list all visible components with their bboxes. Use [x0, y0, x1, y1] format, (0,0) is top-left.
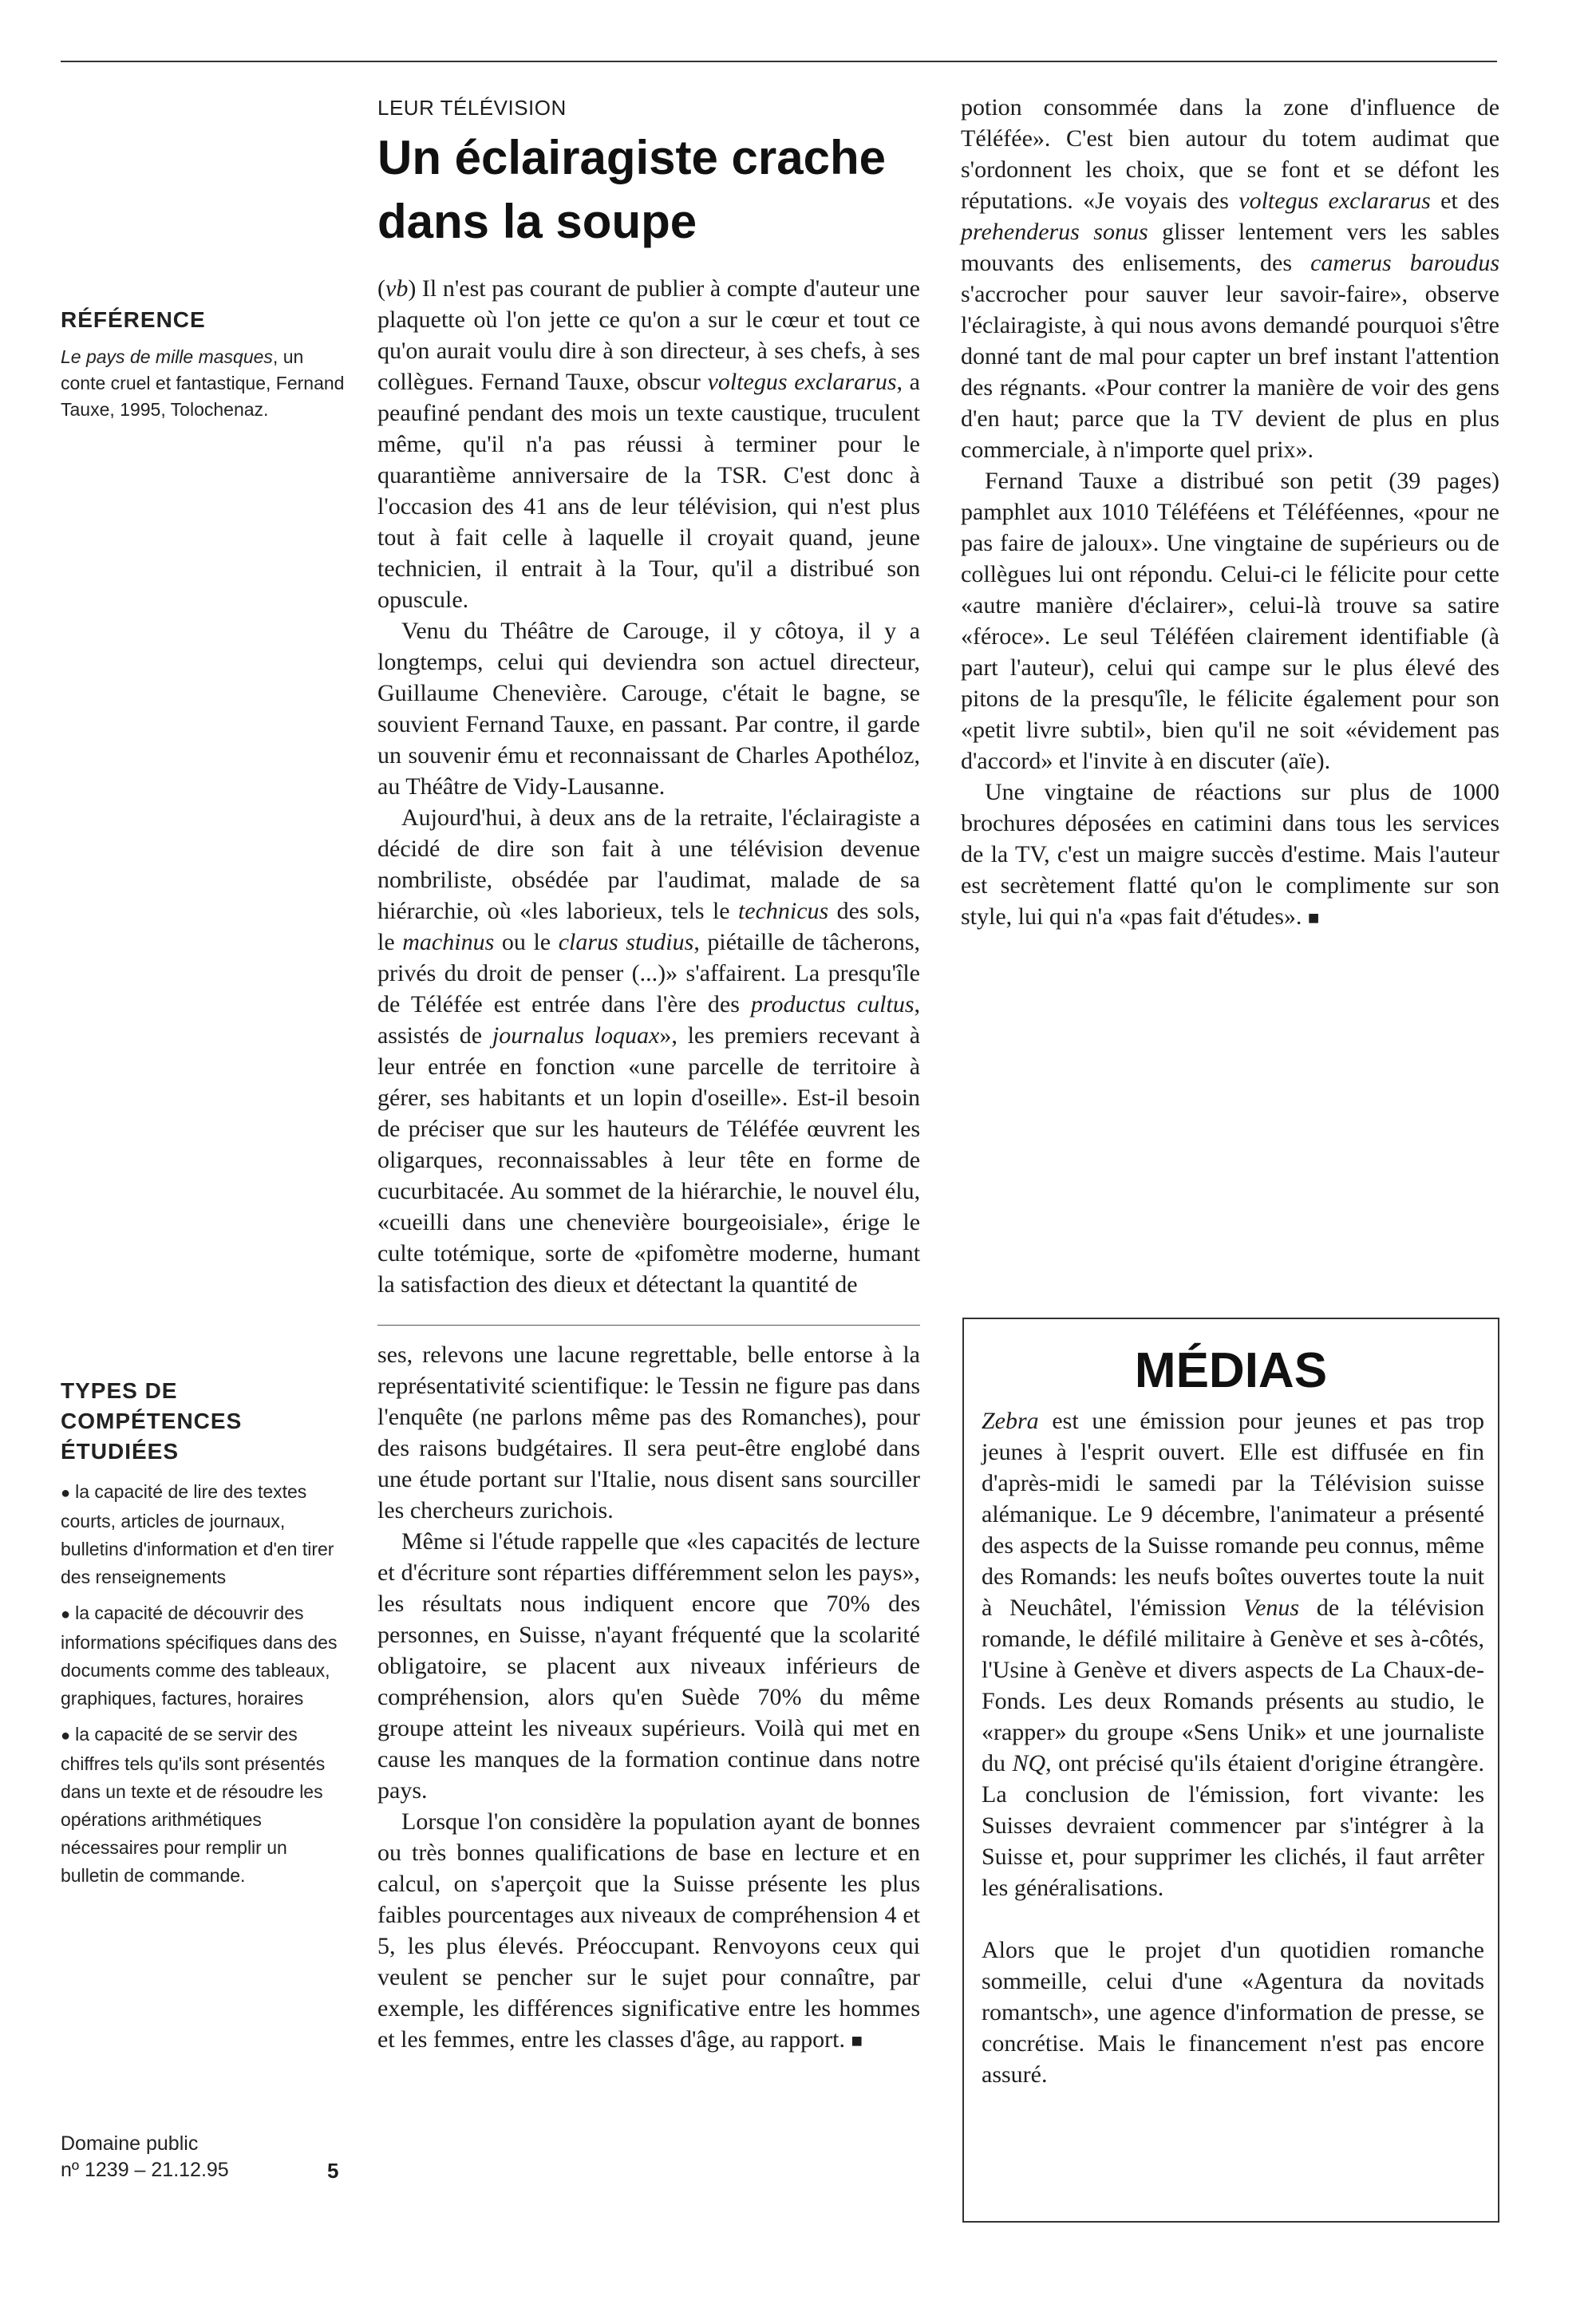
sidebar-reference [61, 306, 348, 423]
article-kicker: LEUR TÉLÉVISION [377, 96, 567, 120]
byline: vb [385, 275, 409, 302]
article-column-2 [961, 92, 1499, 935]
media-box [962, 1318, 1499, 2223]
competences-heading-line: TYPES DE [61, 1378, 178, 1403]
competence-item [61, 1599, 348, 1713]
article-paragraph: Une vingtaine de réactions sur plus de 1000 brochures déposées en catimini dans tous les services de la TV, c'est un maigre succès d'estime. Mais l'auteur est secrètement flatté qu'on le complimente sur son style, lui qui n'a «pas fait d'études». ■ [961, 779, 1499, 930]
reference-heading: RÉFÉRENCE [61, 307, 206, 332]
competences-heading [61, 1376, 348, 1467]
end-mark: ■ [851, 2031, 863, 2052]
competence-text: la capacité de lire des textes courts, articles de journaux, bulletins d'information et d'en tirer des renseignements [61, 1481, 334, 1587]
competence-text: la capacité de découvrir des informations spécifiques dans des documents comme des tableaux, graphiques, factures, horaires [61, 1602, 338, 1709]
competence-text: la capacité de se servir des chiffres tels qu'ils sont présentés dans un texte et de résoudre les opérations arithmétiques nécessaires pour remplir un bulletin de commande. [61, 1724, 326, 1886]
reference-details: , un conte cruel et fantastique, Fernand Tauxe, 1995, Tolochenaz. [61, 346, 345, 420]
article-column-1 [377, 273, 920, 1300]
article-paragraph: Venu du Théâtre de Carouge, il y côtoya, il y a longtemps, celui qui deviendra son actuel directeur, Guillaume Chenevière. Carouge, c'était le bagne, se souvient Fernand Tauxe, en passant. Par contre, il garde un souvenir ému et reconnaissant de Charles Apothéloz, au Théâtre de Vidy-Lausanne. [377, 618, 920, 800]
competence-item [61, 1478, 348, 1591]
publication-name: Domaine public [61, 2132, 199, 2155]
article-paragraph: Fernand Tauxe a distribué son petit (39 pages) pamphlet aux 1010 Téléféens et Téléféennes, «pour ne pas faire de jaloux». Une vingtaine de supérieurs ou de collègues lui ont répondu. Celui-ci le félicite pour cette «autre manière d'éclairer», celui-là trouve sa satire «féroce». Le seul Téléféen clairement identifiable (à part l'auteur), celui qui campe sur le plus élevé des pitons de la presqu'île, le félicite également pour son «petit livre subtil», bien qu'il ne soit «évidement pas d'accord» et l'invite à en discuter (aïe). [961, 468, 1499, 774]
bullet-icon: ● [61, 1484, 71, 1502]
continuation-paragraph: Lorsque l'on considère la population ayant de bonnes ou très bonnes qualifications de base en lecture et en calcul, on s'aperçoit que la Suisse présente les plus faibles pourcentages aux niveaux de compréhension 4 et 5, les plus élevés. Préoccupant. Renvoyons ceux qui veulent se pencher sur le sujet pour connaître, par exemple, les différences significative entre les hommes et les femmes, entre les classes d'âge, au rapport. ■ [377, 1808, 920, 2053]
article-paragraph-continued: potion consommée dans la zone d'influence de Téléfée». C'est bien autour du totem audimat que s'ordonnent les choix, que se font et se défont les réputations. «Je voyais des voltegus exclararus et des prehenderus sonus glisser lentement vers les sables mouvants des enlisements, des camerus baroudus s'accrocher pour sauver leur savoir-faire», observe l'éclairagiste, à qui nous avons demandé pourquoi s'être donné tant de mal pour capter un bref instant l'attention des régnants. «Pour contrer la manière de voir des gens d'en haut; parce que la TV devient de plus en plus commerciale, à n'importe quel prix». [961, 94, 1500, 463]
bullet-icon: ● [61, 1727, 71, 1745]
media-paragraph: Zebra est une émission pour jeunes et pas trop jeunes à l'esprit ouvert. Elle est diffusée en fin d'après-midi le samedi par la Télévision suisse alémanique. Le 9 décembre, l'animateur a présenté des aspects de la Suisse romande peu connus, même des Romands: les neufs boîtes ouvertes toute la nuit à Neuchâtel, l'émission Venus de la télévision romande, le défilé militaire à Genève et ses à-côtés, l'Usine à Genève et divers aspects de La Chaux-de-Fonds. Les deux Romands présents au studio, le «rapper» du groupe «Sens Unik» et une journaliste du NQ, ont précisé qu'ils étaient d'origine étrangère. La conclusion de l'émission, fort vivante: les Suisses devraient commencer par s'intégrer à la Suisse et, pour supprimer les clichés, il faut arrêter les généralisations. [982, 1408, 1484, 1901]
article-headline: Un éclairagiste crache dans la soupe [377, 131, 887, 248]
page-number: 5 [327, 2159, 339, 2183]
media-text [982, 1405, 1484, 2090]
end-mark: ■ [1307, 908, 1320, 929]
media-paragraph: Alors que le projet d'un quotidien romanche sommeille, celui d'une «Agentura da novitads romantsch», une agence d'information de presse, se concrétise. Mais le financement n'est pas encore assuré. [982, 1937, 1484, 2088]
media-title: MÉDIAS [1134, 1343, 1328, 1398]
bullet-icon: ● [61, 1606, 71, 1623]
competence-item [61, 1721, 348, 1890]
reference-book-title: Le pays de mille masques [61, 346, 273, 367]
article-paragraph: (vb) Il n'est pas courant de publier à compte d'auteur une plaquette où l'on jette ce qu'on a sur le cœur et tout ce qu'on aurait voulu dire à son directeur, à ses chefs, à ses collègues. Fernand Tauxe, obscur voltegus exclararus, a peaufiné pendant des mois un texte caustique, truculent même, qu'il n'a pas réussi à terminer pour le quarantième anniversaire de la TSR. C'est donc à l'occasion des 41 ans de leur télévision, qui n'est plus tout à fait celle à laquelle il croyait quand, jeune technicien, il entrait à la Tour, qu'il a distribué son opuscule. [377, 275, 920, 613]
publication-footer [61, 2131, 340, 2183]
competences-heading-line: COMPÉTENCES [61, 1409, 243, 1433]
article-paragraph: Aujourd'hui, à deux ans de la retraite, l'éclairagiste a décidé de dire son fait à une télévision devenue nombriliste, obsédée par l'audimat, malade de sa hiérarchie, où «les laborieux, tels le technicus des sols, le machinus ou le clarus studius, piétaille de tâcherons, privés du droit de penser (...)» s'affairent. La presqu'île de Téléfée est entrée dans l'ère des productus cultus, assistés de journalus loquax», les premiers recevant à leur entrée en fonction «une parcelle de territoire à gérer, ses habitants et un lopin d'oseille». Est-il besoin de préciser que sur les hauteurs de Téléfée œuvrent les oligarques, reconnaissables à leur tête en forme de cucurbitacée. Au sommet de la hiérarchie, le nouvel élu, «cueilli dans une chenevière bourgeoisiale», érige le culte totémique, sorte de «pifomètre moderne, humant la satisfaction des dieux et détectant la quantité de [377, 804, 921, 1298]
sidebar-competences [61, 1376, 348, 1898]
continuation-paragraph: ses, relevons une lacune regrettable, belle entorse à la représentativité scientifique: le Tessin ne figure pas dans l'enquête (ne parlons même pas des Romanches), pour des raisons budgétaires. Il sera peut-être englobé dans une étude portant sur l'Italie, nous disent sans sourciller les chercheurs zurichois. [377, 1342, 920, 1523]
reference-text [61, 344, 348, 423]
publication-issue: nº 1239 – 21.12.95 [61, 2159, 229, 2181]
continuation-paragraph: Même si l'étude rappelle que «les capacités de lecture et d'écriture sont réparties différemment selon les pays», les résultats nous indiquent encore que 70% des personnes, en Suisse, n'ayant fréquenté que la scolarité obligatoire, se placent aux niveaux inférieurs de compréhension, alors qu'en Suède 70% du même groupe atteint les niveaux supérieurs. Voilà qui met en cause les manques de la formation continue dans notre pays. [377, 1528, 920, 1804]
column-divider [377, 1325, 920, 1326]
competences-heading-line: ÉTUDIÉES [61, 1439, 180, 1464]
top-rule [61, 61, 1497, 62]
continuation-column [377, 1339, 920, 2057]
